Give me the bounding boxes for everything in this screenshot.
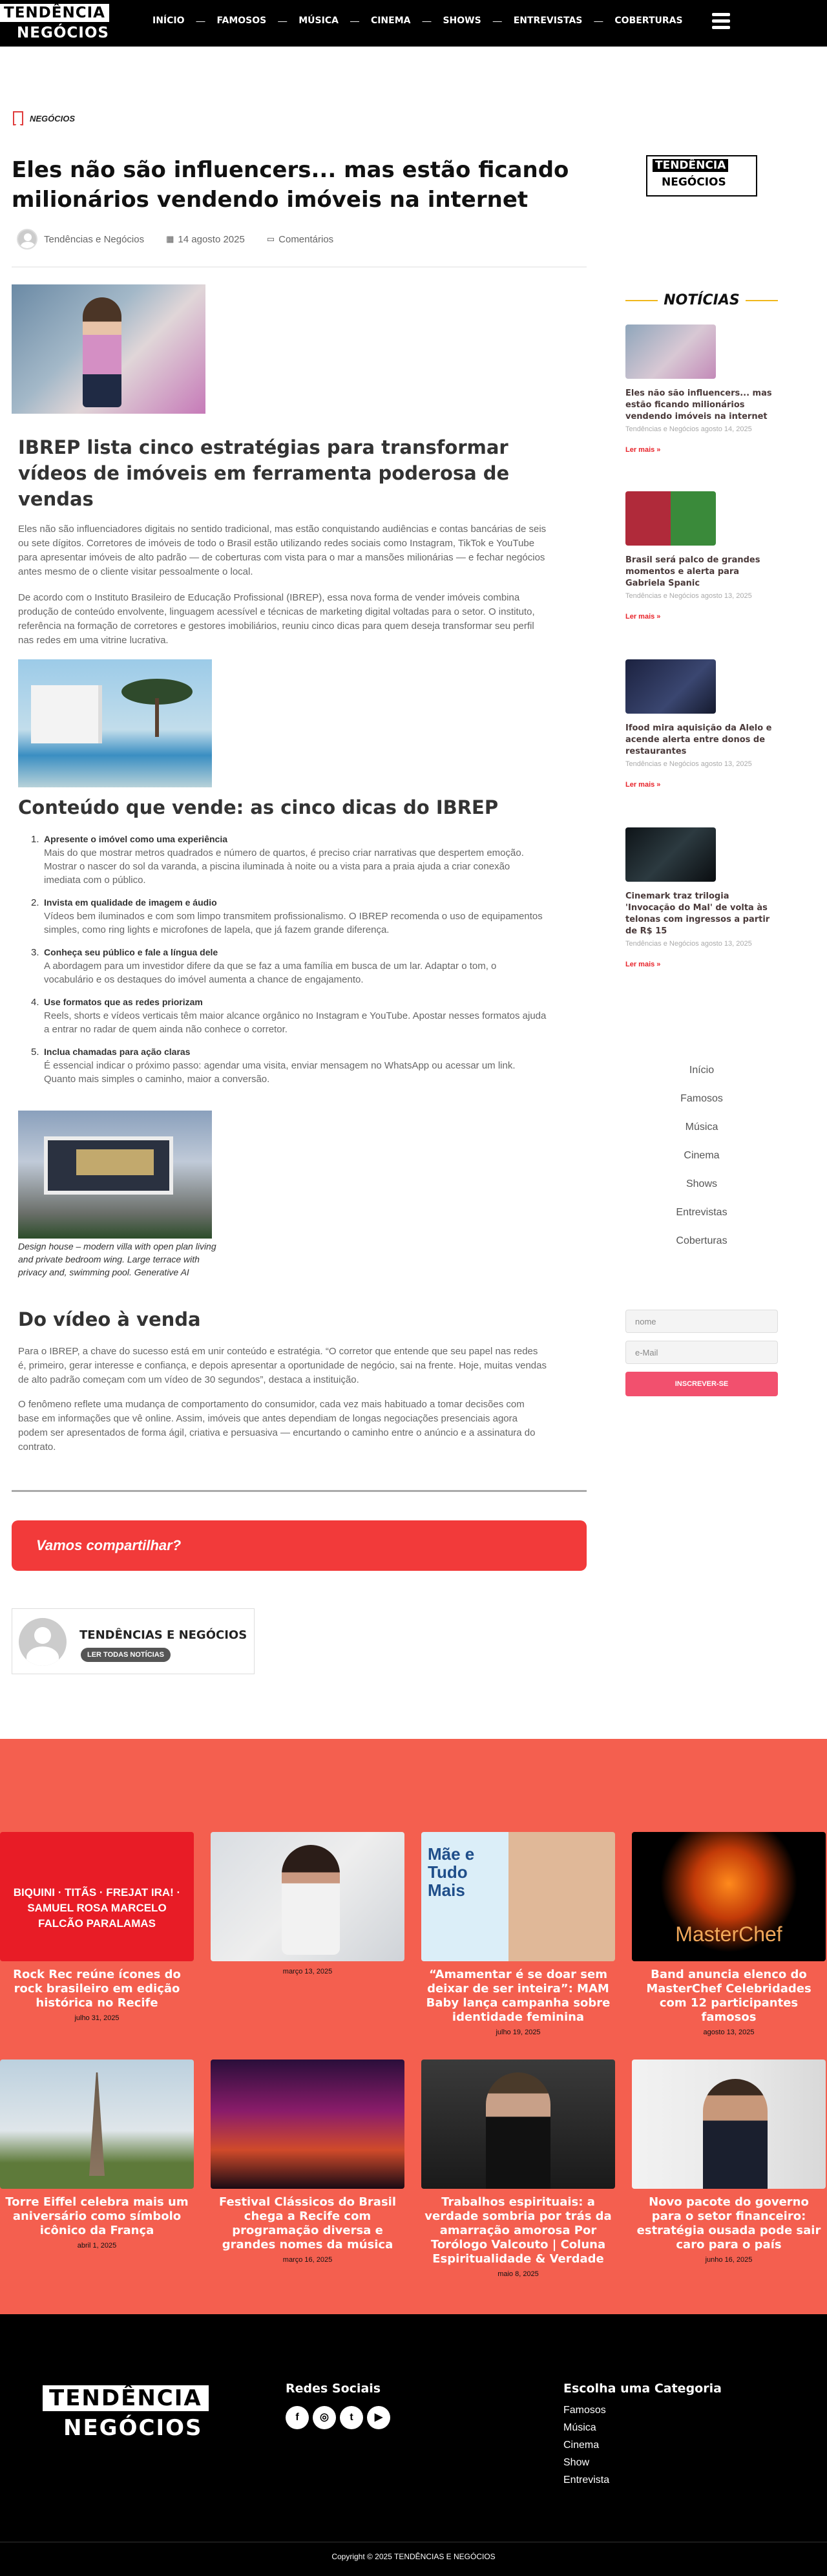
sidebar-item-entrevistas[interactable]: Entrevistas: [676, 1207, 728, 1218]
post-thumbnail[interactable]: [625, 491, 716, 546]
footer-logo-line1[interactable]: TENDÊNCIA: [43, 2385, 209, 2411]
card-title: Band anuncia elenco do MasterChef Celebridades com 12 participantes famosos: [646, 1968, 811, 2024]
top-navigation-bar: [0, 0, 827, 47]
sidebar-menu: [625, 1056, 778, 1255]
read-more-link[interactable]: Ler mais »: [625, 961, 661, 968]
share-banner[interactable]: [12, 1520, 587, 1571]
related-card[interactable]: [632, 1832, 826, 2036]
card-image-text: Mãe e Tudo Mais: [428, 1844, 475, 1900]
card-image-text: BIQUINI · TITÃS · FREJAT IRA! · SAMUEL ROSA MARCELO FALCÃO PARALAMAS: [13, 1886, 181, 1930]
nav-musica[interactable]: MÚSICA: [298, 16, 339, 26]
post-meta: Tendências e Negócios agosto 13, 2025: [625, 592, 752, 600]
related-card[interactable]: [632, 2060, 826, 2264]
comments-link[interactable]: [267, 234, 333, 245]
post-date: [166, 234, 245, 245]
card-title: Rock Rec reúne ícones do rock brasileiro em edição histórica no Recife: [13, 1968, 181, 2010]
newsletter-name-input[interactable]: nome: [625, 1310, 778, 1333]
nav-separator: —: [594, 16, 603, 26]
sidebar-item-shows[interactable]: Shows: [686, 1178, 718, 1189]
bookmark-icon: [13, 111, 23, 125]
card-title: “Amamentar é se doar sem deixar de ser inteira”: MAM Baby lança campanha sobre identidade feminina: [426, 1968, 611, 2024]
villa-image: [18, 1111, 212, 1239]
card-image: [421, 1832, 615, 1961]
card-title: Novo pacote do governo para o setor financeiro: estratégia ousada pode sair caro para o país: [636, 2195, 821, 2251]
card-image-text: MasterChef: [675, 1922, 782, 1946]
related-card[interactable]: [421, 2060, 615, 2278]
footer-logo-line2[interactable]: NEGÓCIOS: [63, 2415, 203, 2441]
author-avatar-large[interactable]: [19, 1618, 67, 1666]
share-text: Vamos compartilhar?: [36, 1537, 182, 1553]
nav-shows[interactable]: SHOWS: [443, 16, 481, 26]
sidebar-title: NOTÍCIAS: [625, 292, 778, 308]
paragraph-2: De acordo com o Instituto Brasileiro de Educação Profissional (IBREP), essa nova forma de vender imóveis combina produção de conteúdo envolvente, linguagem acessível e técnicas de marketing digital voltadas para o setor. O instituto, referência na formação de corretores e gestores imobiliários, reuniu cinco dicas para quem deseja transformar seu perfil nas redes em uma vitrine lucrativa.: [18, 592, 535, 646]
subscribe-button[interactable]: INSCREVER-SE: [625, 1372, 778, 1396]
social-title: Redes Sociais: [286, 2381, 381, 2396]
sidebar-item-famosos[interactable]: Famosos: [680, 1093, 723, 1104]
card-date: junho 16, 2025: [705, 2256, 753, 2264]
card-image: [0, 2060, 194, 2189]
read-more-link[interactable]: Ler mais »: [625, 613, 661, 621]
divider: [12, 1490, 587, 1492]
sidebar-logo-line1: TENDÊNCIA: [653, 159, 728, 172]
sidebar-logo[interactable]: [646, 155, 757, 197]
sidebar-post: [625, 325, 780, 454]
card-date: julho 31, 2025: [74, 2014, 120, 2022]
card-image: [421, 2060, 615, 2189]
footer-cat-cinema[interactable]: Cinema: [563, 2440, 600, 2451]
sidebar-post: [625, 491, 780, 621]
comment-icon: ▭: [266, 234, 275, 244]
card-date: março 16, 2025: [282, 2256, 333, 2264]
beach-house-image: [18, 659, 212, 787]
site-logo[interactable]: [0, 1, 120, 44]
main-nav: [152, 16, 683, 26]
category-tag: [13, 111, 75, 125]
card-date: maio 8, 2025: [497, 2270, 539, 2278]
nav-separator: —: [350, 16, 359, 26]
card-image: [0, 1832, 194, 1961]
read-more-link[interactable]: Ler mais »: [625, 446, 661, 454]
nav-separator: —: [196, 16, 205, 26]
sidebar-post: [625, 827, 780, 968]
footer-cat-entrevista[interactable]: Entrevista: [563, 2475, 610, 2486]
article-title: Eles não são influencers... mas estão ficando milionários vendendo imóveis na internet: [12, 157, 569, 213]
read-more-link[interactable]: Ler mais »: [625, 781, 661, 789]
sidebar-logo-line2: NEGÓCIOS: [662, 176, 726, 189]
facebook-icon[interactable]: f: [286, 2406, 309, 2429]
sidebar-post: [625, 659, 780, 789]
list-item: 5. Inclua chamadas para ação claras É essencial indicar o próximo passo: agendar uma visita, enviar mensagem no WhatsApp ou acessar um link. Quanto mais simples o caminho, maior a conversão.: [31, 1047, 516, 1085]
related-card[interactable]: [0, 2060, 194, 2250]
footer-cat-musica[interactable]: Música: [563, 2422, 596, 2433]
related-card[interactable]: [211, 1832, 404, 1975]
card-date: março 13, 2025: [282, 1968, 333, 1975]
social-icons: [286, 2406, 394, 2429]
nav-coberturas[interactable]: COBERTURAS: [614, 16, 683, 26]
comments-text: Comentários: [278, 233, 334, 245]
paragraph-4: O fenômeno reflete uma mudança de comportamento do consumidor, cada vez mais habituado a tomar decisões com base em informações que vê online. Assim, imóveis que antes dependiam de longas negociações presenciais agora podem ser apresentados de forma ágil, criativa e persuasiva — encurtando o caminho entre o anúncio e a assinatura do contrato.: [18, 1399, 536, 1453]
card-title: Festival Clássicos do Brasil chega a Recife com programação diversa e grandes nomes da música: [218, 2195, 397, 2251]
nav-entrevistas[interactable]: ENTREVISTAS: [513, 16, 583, 26]
calendar-icon: ▦: [166, 234, 174, 244]
divider: [12, 266, 587, 268]
article-meta: [17, 229, 355, 250]
post-thumbnail[interactable]: [625, 325, 716, 379]
image-caption: Design house – modern villa with open plan living and private bedroom wing. Large terrace with privacy and, swimming pool. Generative AI: [18, 1241, 216, 1277]
post-title[interactable]: Cinemark traz trilogia 'Invocação do Mal' de volta às telonas com ingressos a partir de R$ 15: [625, 891, 770, 936]
list-item: 1. Apresente o imóvel como uma experiência Mais do que mostrar metros quadrados e número de quartos, é preciso criar narrativas que despertem emoção. Mostrar o nascer do sol da varanda, a piscina iluminada à noite ou a vista para a praia ajuda a criar conexão imediata com o público.: [31, 834, 524, 886]
read-all-button[interactable]: LER TODAS NOTÍCIAS: [81, 1648, 171, 1662]
post-date-text: 14 agosto 2025: [178, 233, 245, 245]
list-item: 2. Invista em qualidade de imagem e áudio Vídeos bem iluminados e com som limpo transmitem profissionalismo. O IBREP recomenda o uso de equipamentos simples, como ring lights e microfones de lapela, que já fazem grande diferença.: [31, 897, 543, 935]
category-link[interactable]: NEGÓCIOS: [30, 113, 76, 123]
post-thumbnail[interactable]: [625, 659, 716, 714]
related-card[interactable]: [0, 1832, 194, 2022]
logo-line1: TENDÊNCIA: [0, 4, 109, 22]
sidebar-item-musica[interactable]: Música: [685, 1122, 718, 1133]
author-link[interactable]: Tendências e Negócios: [44, 233, 145, 245]
paragraph-1: Eles não são influenciadores digitais no sentido tradicional, mas estão conquistando audiências e contas bancárias de seis ou sete dígitos. Corretores de imóveis de todo o Brasil estão utilizando redes sociais como Instagram, TikTok e YouTube para apresentar imóveis de alto padrão — de coberturas com vista para o mar a mansões milionárias — e fechar negócios antes mesmo de o cliente visitar pessoalmente o local.: [18, 524, 547, 577]
card-date: julho 19, 2025: [496, 2028, 541, 2036]
author-avatar[interactable]: [17, 229, 37, 250]
hamburger-icon[interactable]: [712, 13, 730, 32]
nav-cinema[interactable]: CINEMA: [370, 16, 411, 26]
post-meta: Tendências e Negócios agosto 13, 2025: [625, 940, 752, 948]
featured-image: [12, 284, 205, 414]
subheading-intro: IBREP lista cinco estratégias para transformar vídeos de imóveis em ferramenta poderosa de vendas: [18, 436, 510, 510]
footer: [0, 2314, 827, 2576]
post-meta: Tendências e Negócios agosto 13, 2025: [625, 760, 752, 768]
related-card[interactable]: [421, 1832, 615, 2036]
footer-cat-show[interactable]: Show: [563, 2457, 590, 2468]
related-card[interactable]: [211, 2060, 404, 2264]
nav-famosos[interactable]: FAMOSOS: [216, 16, 267, 26]
card-image: [632, 1832, 826, 1961]
nav-separator: —: [422, 16, 432, 26]
nav-separator: —: [278, 16, 288, 26]
post-title[interactable]: Eles não são influencers... mas estão ficando milionários vendendo imóveis na internet: [625, 389, 772, 421]
card-title: Trabalhos espirituais: a verdade sombria por trás da amarração amorosa Por Torólogo Valcouto | Coluna Espiritualidade & Verdade: [424, 2195, 612, 2266]
sidebar-item-cinema[interactable]: Cinema: [684, 1150, 720, 1161]
card-date: agosto 13, 2025: [703, 2028, 755, 2036]
footer-cat-famosos[interactable]: Famosos: [563, 2405, 606, 2416]
post-title[interactable]: Brasil será palco de grandes momentos e alerta para Gabriela Spanic: [625, 555, 760, 588]
sidebar-item-coberturas[interactable]: Coberturas: [676, 1235, 728, 1246]
card-date: abril 1, 2025: [77, 2242, 117, 2250]
subheading-sale: Do vídeo à venda: [18, 1308, 201, 1330]
youtube-icon[interactable]: ▶: [367, 2406, 390, 2429]
post-meta: Tendências e Negócios agosto 14, 2025: [625, 425, 752, 433]
twitter-icon[interactable]: t: [340, 2406, 363, 2429]
newsletter-email-input[interactable]: e-Mail: [625, 1341, 778, 1364]
sidebar-item-inicio[interactable]: Início: [689, 1065, 715, 1076]
author-box: [12, 1608, 255, 1674]
footer-categories: [563, 2405, 609, 2492]
card-image: [632, 2060, 826, 2189]
author-box-name[interactable]: TENDÊNCIAS E NEGÓCIOS: [79, 1628, 247, 1642]
list-item: 4. Use formatos que as redes priorizam Reels, shorts e vídeos verticais têm maior alcance orgânico no Instagram e YouTube. Apostar nesses formatos ajuda a entrar no radar de quem ainda não conhece o corretor.: [31, 997, 547, 1035]
nav-separator: —: [492, 16, 502, 26]
paragraph-3: Para o IBREP, a chave do sucesso está em unir conteúdo e estratégia. “O corretor que entende que seu papel nas redes é, primeiro, gerar interesse e confiança, e depois apresentar a oportunidade de negócio, sai na frente. Hoje, muitas vendas de alto padrão começam com um vídeo de 30 segundos”, destaca a instituição.: [18, 1346, 547, 1385]
card-image: [211, 2060, 404, 2189]
post-thumbnail[interactable]: [625, 827, 716, 882]
card-title: Torre Eiffel celebra mais um aniversário como símbolo icônico da França: [5, 2195, 189, 2237]
categories-title: Escolha uma Categoria: [563, 2381, 722, 2396]
tips-list: [31, 833, 548, 1095]
card-image: [211, 1832, 404, 1961]
instagram-icon[interactable]: ◎: [313, 2406, 336, 2429]
list-item: 3. Conheça seu público e fale a língua dele A abordagem para um investidor difere da que se faz a uma família em busca de um lar. Adaptar o tom, o vocabulário e os destaques do imóvel aumenta a chance de engajamento.: [31, 947, 497, 985]
logo-line2: NEGÓCIOS: [17, 25, 109, 41]
subheading-tips: Conteúdo que vende: as cinco dicas do IBREP: [18, 796, 499, 818]
copyright: Copyright © 2025 TENDÊNCIAS E NEGÓCIOS: [331, 2552, 496, 2561]
nav-inicio[interactable]: INÍCIO: [152, 16, 185, 26]
post-title[interactable]: Ifood mira aquisição da Alelo e acende alerta entre donos de restaurantes: [625, 723, 772, 756]
